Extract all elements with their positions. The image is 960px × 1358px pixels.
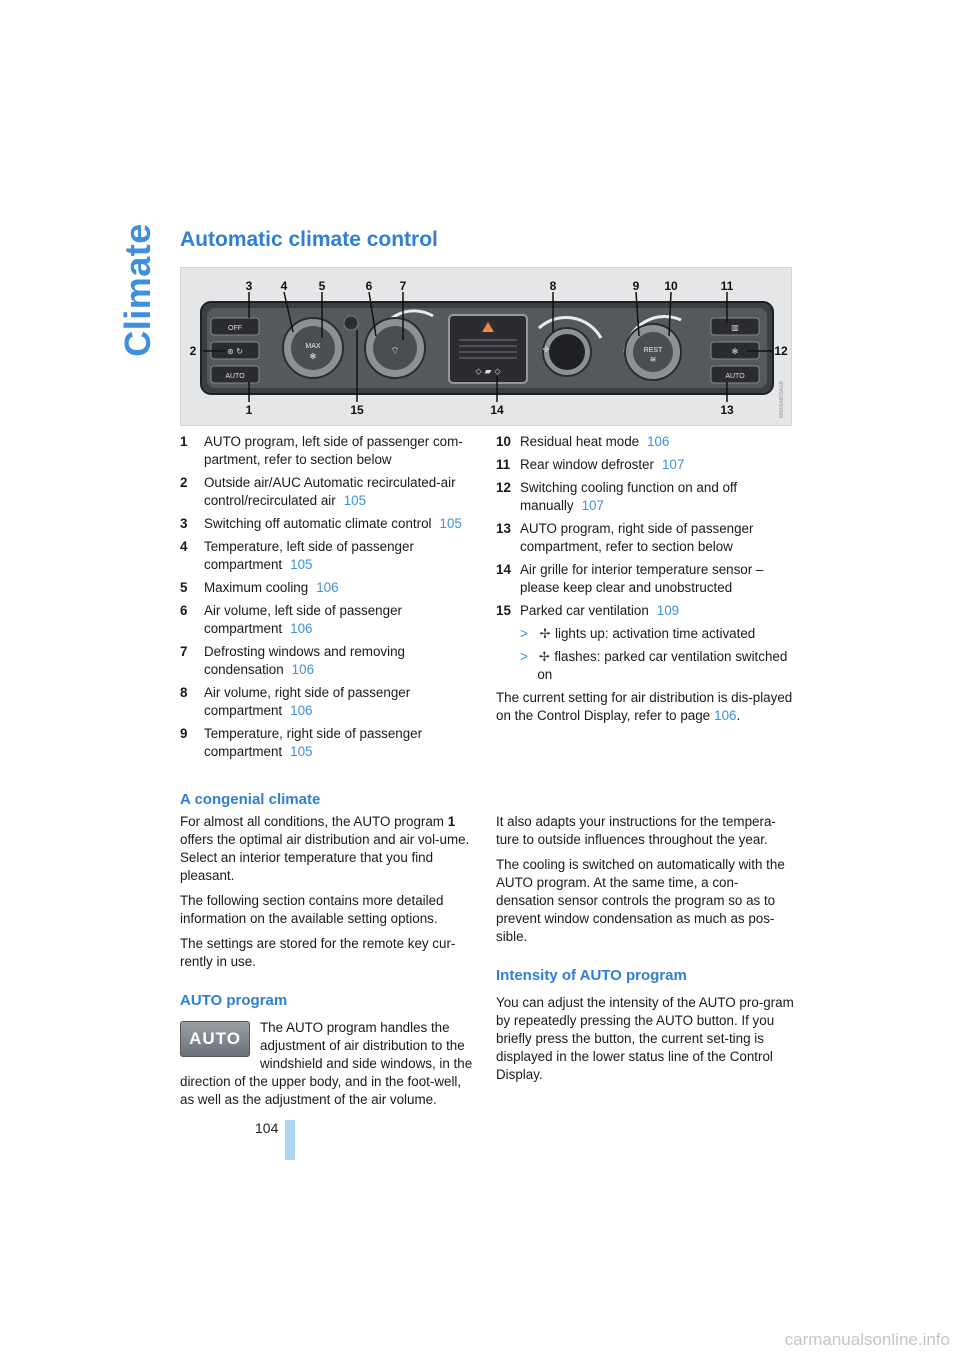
- page-link[interactable]: 109: [656, 603, 680, 618]
- paragraph: It also adapts your instructions for the tempera-ture to outside influences throughout the year.: [496, 814, 776, 847]
- auto-left-button-label: AUTO: [225, 373, 245, 380]
- cooling-icon: ✻: [731, 347, 739, 356]
- sub-item: > ✢ lights up: activation time activated: [520, 626, 756, 641]
- page-link[interactable]: 106: [647, 434, 670, 449]
- callout-6: 6: [365, 279, 373, 293]
- callout-4: 4: [280, 279, 288, 293]
- callout-11: 11: [720, 279, 734, 293]
- off-button-label: OFF: [228, 325, 242, 332]
- paragraph: The settings are stored for the remote key cur-rently in use.: [180, 936, 456, 969]
- legend-item: 12 Switching cooling function on and off manually 107: [496, 480, 738, 513]
- page-link[interactable]: 105: [290, 557, 313, 572]
- legend-left: [180, 433, 476, 766]
- sub-item: > ✢ flashes: parked car ventilation switched on: [520, 649, 788, 682]
- legend-item: 13 AUTO program, right side of passenger compartment, refer to section below: [496, 521, 754, 554]
- callout-14: 14: [490, 403, 504, 417]
- paragraph: You can adjust the intensity of the AUTO pro-gram by repeatedly pressing the AUTO button. If you briefly press the button, the current set-ting is displayed in the lower status line of the Control Display.: [496, 995, 794, 1082]
- auto-right-button-label: AUTO: [725, 373, 745, 380]
- legend-item: 6 Air volume, left side of passenger compartment 106: [180, 603, 402, 636]
- figure-code: MW05AB03AGB: [779, 380, 785, 418]
- climate-control-panel-figure: [180, 267, 792, 426]
- rear-defrost-icon: ▥: [731, 323, 739, 332]
- ventilation-fan-icon: ✢: [539, 626, 551, 641]
- legend-right: [496, 433, 796, 732]
- paragraph: The following section contains more detailed information on the available setting options.: [180, 893, 444, 926]
- max-button-label: MAX: [305, 343, 321, 350]
- callout-15: 15: [350, 403, 364, 417]
- legend-item: 11 Rear window defroster 107: [496, 457, 685, 472]
- callout-2: 2: [189, 344, 197, 358]
- legend-item: 7 Defrosting windows and removing condensation 106: [180, 644, 405, 677]
- heat-icon: ≋: [649, 355, 657, 364]
- legend-item: 8 Air volume, right side of passenger compartment 106: [180, 685, 411, 718]
- control-panel-illustration: [181, 268, 791, 425]
- paragraph: For almost all conditions, the AUTO program 1 offers the optimal air distribution and air vol-ume. Select an interior temperature that you find pleasant.: [180, 814, 470, 883]
- legend-item: 10 Residual heat mode 106: [496, 434, 670, 449]
- auto-button-image: AUTO: [180, 1021, 250, 1057]
- callout-8: 8: [549, 279, 557, 293]
- page-link[interactable]: 105: [343, 493, 367, 508]
- callout-9: 9: [632, 279, 640, 293]
- callout-1: 1: [245, 403, 253, 417]
- page-link[interactable]: 107: [661, 457, 685, 472]
- rest-button-label: REST: [643, 347, 663, 354]
- callout-7: 7: [399, 279, 407, 293]
- page-link[interactable]: 106: [714, 708, 737, 723]
- page-title: Automatic climate control: [180, 228, 438, 251]
- page-marker-bar: [285, 1120, 295, 1160]
- legend-item: 3 Switching off automatic climate control 105: [180, 516, 462, 531]
- body-right-column: [496, 813, 796, 1091]
- recirculation-icon: ⊛ ↻: [227, 347, 243, 356]
- page-link[interactable]: 105: [439, 516, 462, 531]
- legend-item: 2 Outside air/AUC Automatic recirculated-air control/recirculated air 105: [180, 475, 456, 508]
- legend-item: 4 Temperature, left side of passenger compartment 105: [180, 539, 414, 572]
- legend-item: 9 Temperature, right side of passenger compartment 105: [180, 726, 423, 759]
- legend-item: 14 Air grille for interior temperature sensor – please keep clear and unobstructed: [496, 562, 764, 595]
- snowflake-icon: ✻: [309, 352, 317, 361]
- callout-10: 10: [664, 279, 678, 293]
- paragraph: The AUTO program handles the adjustment of air distribution to the windshield and side windows, in the direction of the upper body, and in the foot-well, as well as the adjustment of the air volume.: [180, 1020, 473, 1107]
- section-tab: Climate: [117, 223, 158, 357]
- footer-watermark: carmanualsonline.info: [784, 1330, 950, 1349]
- page-link[interactable]: 106: [291, 662, 315, 677]
- fan-icon: ✢: [542, 345, 550, 354]
- callout-13: 13: [720, 403, 734, 417]
- defrost-icon: ⌔: [390, 346, 400, 357]
- legend-item: 5 Maximum cooling 106: [180, 580, 339, 595]
- legend-item: 15 Parked car ventilation 109: [496, 603, 680, 618]
- callout-3: 3: [245, 279, 253, 293]
- auto-program-heading: AUTO program: [180, 992, 288, 1009]
- body-left-column: [180, 813, 476, 1116]
- intensity-heading: Intensity of AUTO program: [496, 967, 687, 984]
- page-number: 104: [255, 1120, 279, 1136]
- page-link[interactable]: 107: [581, 498, 604, 513]
- congenial-heading: A congenial climate: [180, 791, 321, 808]
- legend-item: 1 AUTO program, left side of passenger com-partment, refer to section below: [180, 434, 463, 467]
- page-link[interactable]: 105: [290, 744, 313, 759]
- callout-5: 5: [318, 279, 326, 293]
- callout-12: 12: [774, 344, 788, 358]
- page-link[interactable]: 106: [290, 621, 313, 636]
- paragraph: The cooling is switched on automatically with the AUTO program. At the same time, a con-densation sensor controls the program so as to prevent window condensation as much as pos-sible.: [496, 857, 785, 944]
- page-link[interactable]: 106: [316, 580, 339, 595]
- air-distribution-icons: ⬦ ▰ ⬦: [475, 367, 501, 377]
- air-distribution-note: The current setting for air distribution is dis-played on the Control Display, refer to page 106.: [496, 690, 793, 723]
- page-link[interactable]: 106: [290, 703, 313, 718]
- ventilation-fan-icon: ✢: [538, 649, 550, 664]
